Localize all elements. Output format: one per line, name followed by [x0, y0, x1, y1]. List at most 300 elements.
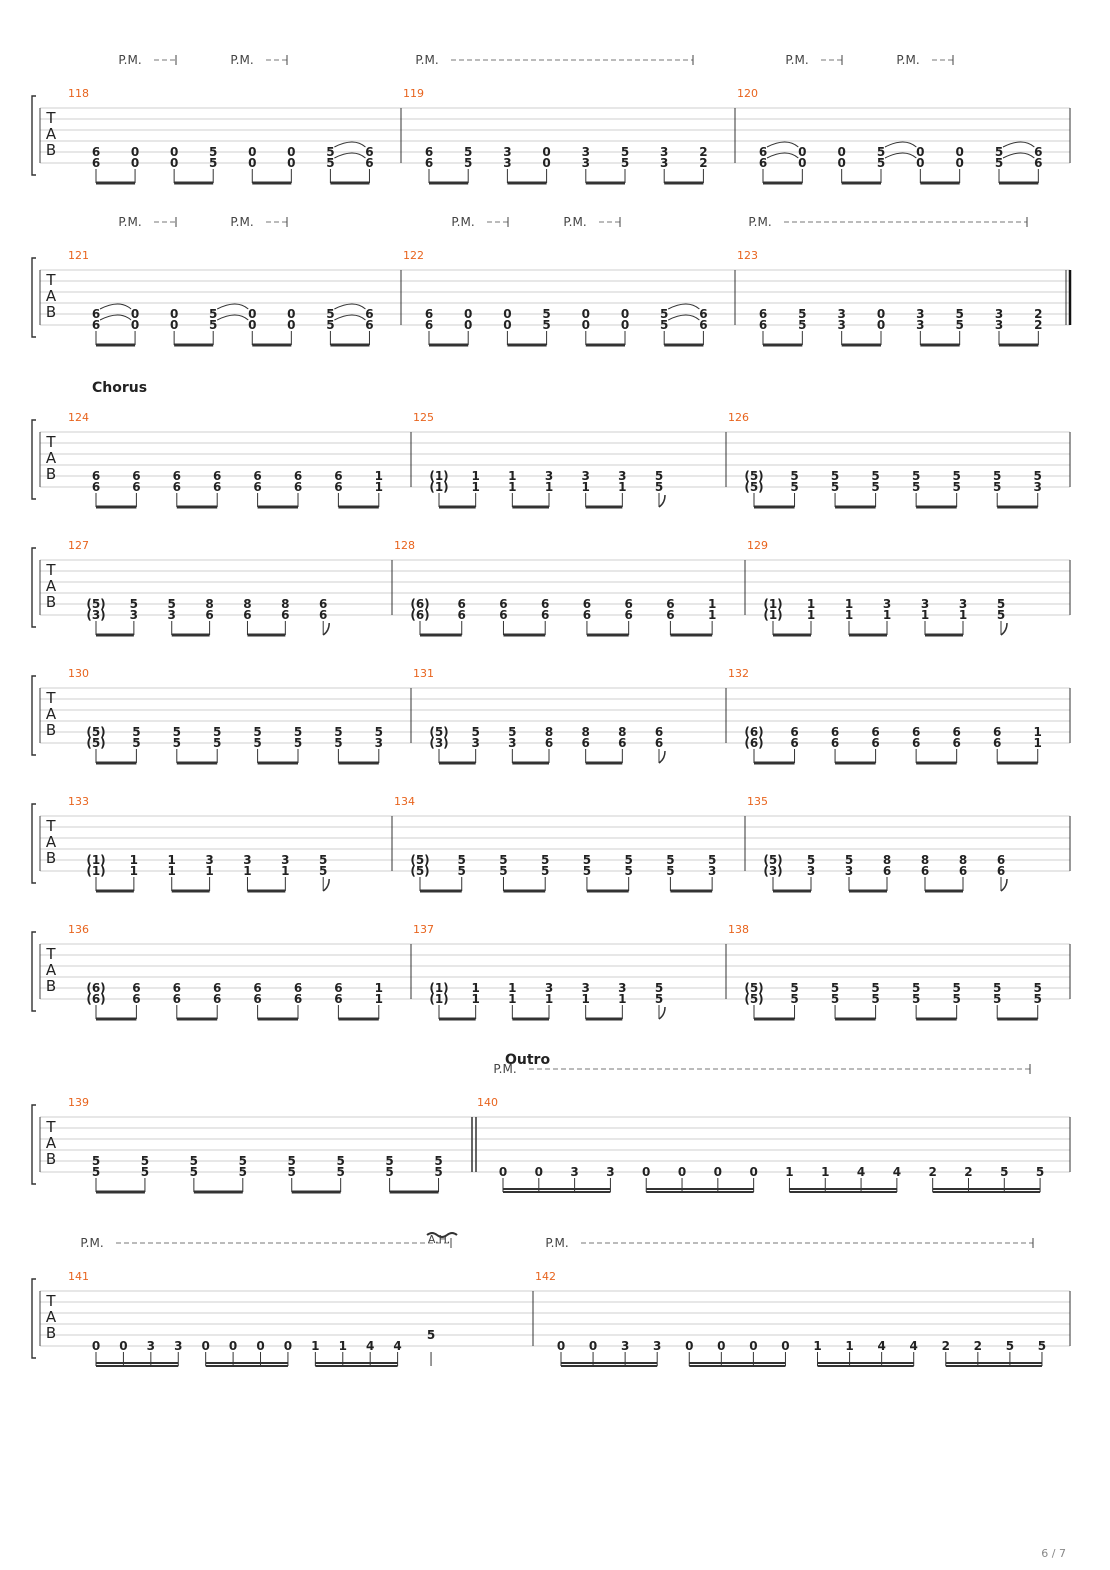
tie-arc [767, 142, 798, 147]
fret-number: 0 [581, 318, 590, 332]
fret-number: 4 [393, 1339, 402, 1353]
fret-number: 5 [172, 725, 181, 739]
fret-number: 5 [253, 725, 262, 739]
fret-number: 6 [253, 992, 262, 1006]
fret-number: 6 [365, 318, 374, 332]
fret-number: 5 [541, 853, 550, 867]
fret-number: 6 [790, 725, 799, 739]
fret-number: 5 [830, 981, 840, 995]
fret-number: (1) [86, 853, 106, 867]
fret-number: 5 [326, 307, 335, 321]
tab-clef-letter: T [46, 689, 56, 707]
fret-number: (3) [429, 736, 449, 750]
fret-number: 3 [243, 853, 252, 867]
fret-number: 0 [542, 145, 551, 159]
fret-number: (5) [763, 853, 783, 867]
tie-arc [334, 153, 365, 158]
system-brace [32, 548, 36, 627]
harmonic-fret: 5 [426, 1328, 436, 1342]
fret-number: (1) [429, 469, 449, 483]
fret-number: 2 [928, 1165, 937, 1179]
fret-number: 6 [993, 736, 1002, 750]
fret-number: 3 [660, 145, 669, 159]
fret-number: 6 [499, 608, 508, 622]
fret-number: 3 [174, 1339, 183, 1353]
measure-number: 134 [394, 795, 415, 808]
palm-mute-label: P.M. [118, 53, 142, 67]
fret-number: 0 [464, 307, 473, 321]
fret-number: 5 [457, 853, 466, 867]
fret-number: 2 [1034, 318, 1043, 332]
fret-number: 0 [581, 307, 590, 321]
fret-number: 3 [837, 307, 846, 321]
fret-number: 1 [806, 597, 816, 611]
tab-clef-letter: B [45, 303, 57, 321]
palm-mute-label: P.M. [748, 215, 772, 229]
fret-number: 6 [365, 145, 374, 159]
tie-arc [1003, 153, 1034, 158]
fret-number: 5 [326, 318, 335, 332]
measure-number: 130 [68, 667, 89, 680]
fret-number: 3 [994, 318, 1004, 332]
fret-number: 3 [618, 469, 627, 483]
fret-number: 6 [699, 318, 708, 332]
fret-number: 5 [993, 469, 1002, 483]
fret-number: 1 [508, 480, 517, 494]
fret-number: 1 [707, 608, 717, 622]
fret-number: (6) [86, 992, 106, 1006]
fret-number: 5 [798, 307, 807, 321]
fret-number: 3 [618, 981, 627, 995]
tab-clef-letter: T [46, 109, 56, 127]
measure-number: 129 [747, 539, 768, 552]
fret-number: 5 [624, 864, 633, 878]
system-brace [32, 1279, 36, 1358]
fret-number: 5 [1033, 469, 1042, 483]
fret-number: 6 [882, 864, 892, 878]
fret-number: 5 [830, 992, 840, 1006]
fret-number: (6) [410, 608, 430, 622]
fret-number: 0 [119, 1339, 128, 1353]
system-brace [32, 932, 36, 1011]
eighth-flag [323, 623, 329, 635]
fret-number: 5 [91, 1154, 101, 1168]
fret-number: 5 [620, 145, 630, 159]
fret-number: 6 [624, 608, 633, 622]
fret-number: 5 [464, 145, 473, 159]
fret-number: 5 [582, 853, 592, 867]
fret-number: 0 [503, 318, 512, 332]
fret-number: 1 [618, 992, 627, 1006]
fret-number: 6 [91, 307, 101, 321]
fret-number: 5 [952, 992, 961, 1006]
fret-number: 1 [471, 992, 480, 1006]
fret-number: 3 [581, 981, 590, 995]
fret-number: 6 [457, 608, 466, 622]
fret-number: 1 [544, 992, 554, 1006]
fret-number: (6) [744, 725, 764, 739]
tie-arc [334, 142, 365, 147]
fret-number: 5 [871, 992, 880, 1006]
fret-number: 3 [581, 156, 590, 170]
fret-number: (1) [763, 608, 783, 622]
fret-number: 0 [798, 145, 807, 159]
fret-number: 0 [677, 1165, 687, 1179]
system-brace [32, 420, 36, 499]
fret-number: 5 [132, 725, 141, 739]
fret-number: 0 [130, 145, 140, 159]
fret-number: 5 [876, 145, 886, 159]
fret-number: (5) [744, 480, 764, 494]
fret-number: 6 [253, 981, 262, 995]
fret-number: 5 [508, 725, 517, 739]
fret-number: 5 [666, 853, 675, 867]
fret-number: 5 [293, 725, 303, 739]
fret-number: 5 [911, 981, 921, 995]
tab-clef-letter: B [45, 465, 57, 483]
measure-number: 141 [68, 1270, 89, 1283]
fret-number: 5 [140, 1154, 150, 1168]
fret-number: 1 [243, 864, 252, 878]
fret-number: 8 [544, 725, 554, 739]
fret-number: 4 [892, 1165, 902, 1179]
fret-number: 0 [248, 156, 257, 170]
fret-number: 3 [916, 318, 925, 332]
measure-number: 139 [68, 1096, 89, 1109]
eighth-flag [1001, 879, 1007, 891]
fret-number: 5 [844, 853, 854, 867]
fret-number: 3 [844, 864, 854, 878]
fret-number: 6 [365, 307, 374, 321]
fret-number: 8 [581, 725, 590, 739]
fret-number: 3 [707, 864, 717, 878]
fret-number: 5 [1035, 1165, 1045, 1179]
fret-number: 8 [882, 853, 892, 867]
fret-number: 3 [374, 736, 383, 750]
palm-mute-label: P.M. [230, 215, 254, 229]
fret-number: 6 [699, 307, 708, 321]
tie-arc [1003, 142, 1034, 147]
fret-number: 0 [749, 1165, 758, 1179]
fret-number: 0 [228, 1339, 238, 1353]
fret-number: 6 [1034, 156, 1043, 170]
fret-number: 5 [654, 981, 664, 995]
fret-number: 6 [213, 469, 222, 483]
measure-number: 138 [728, 923, 749, 936]
fret-number: 0 [749, 1339, 758, 1353]
fret-number: 1 [471, 469, 480, 483]
measure-number: 120 [737, 87, 758, 100]
fret-number: 1 [1033, 736, 1042, 750]
fret-number: 5 [1000, 1165, 1009, 1179]
fret-number: 5 [319, 864, 328, 878]
fret-number: 6 [582, 608, 592, 622]
fret-number: 5 [326, 156, 335, 170]
fret-number: 0 [256, 1339, 265, 1353]
fret-number: (5) [86, 725, 106, 739]
fret-number: 4 [856, 1165, 866, 1179]
fret-number: 1 [707, 597, 717, 611]
fret-number: 6 [334, 992, 343, 1006]
fret-number: 0 [798, 156, 807, 170]
tab-clef-letter: B [45, 849, 57, 867]
fret-number: (6) [744, 736, 764, 750]
tab-clef-letter: A [45, 961, 57, 979]
measure-number: 119 [403, 87, 424, 100]
fret-number: (5) [86, 597, 106, 611]
fret-number: 0 [287, 156, 296, 170]
fret-number: 5 [911, 480, 921, 494]
fret-number: 2 [699, 156, 708, 170]
fret-number: 6 [952, 736, 961, 750]
tab-clef-letter: B [45, 977, 57, 995]
fret-number: (5) [429, 725, 449, 739]
fret-number: 6 [213, 992, 222, 1006]
fret-number: 1 [581, 480, 590, 494]
fret-number: 3 [882, 597, 892, 611]
fret-number: 5 [209, 145, 218, 159]
fret-number: 5 [624, 853, 633, 867]
fret-number: 3 [994, 307, 1004, 321]
system-brace [32, 96, 36, 175]
fret-number: 6 [424, 156, 434, 170]
palm-mute-label: P.M. [563, 215, 587, 229]
fret-number: (1) [429, 480, 449, 494]
tab-clef-letter: T [46, 561, 56, 579]
tie-arc [100, 315, 131, 320]
fret-number: 5 [541, 864, 550, 878]
system-brace [32, 676, 36, 755]
measure-number: 121 [68, 249, 89, 262]
measure-number: 127 [68, 539, 89, 552]
fret-number: 1 [785, 1165, 794, 1179]
fret-number: 6 [541, 608, 550, 622]
fret-number: 6 [666, 597, 675, 611]
fret-number: 1 [806, 608, 816, 622]
tie-arc [885, 142, 916, 147]
palm-mute-label: P.M. [230, 53, 254, 67]
tie-arc [334, 304, 365, 309]
fret-number: 6 [758, 318, 768, 332]
fret-number: 3 [205, 853, 214, 867]
tab-clef-letter: T [46, 817, 56, 835]
fret-number: 6 [830, 725, 840, 739]
fret-number: 1 [129, 853, 139, 867]
fret-number: 6 [624, 597, 633, 611]
fret-number: 6 [544, 736, 554, 750]
fret-number: 5 [798, 318, 807, 332]
fret-number: 8 [618, 725, 627, 739]
fret-number: 5 [189, 1165, 199, 1179]
fret-number: 2 [964, 1165, 973, 1179]
fret-number: 5 [993, 992, 1002, 1006]
fret-number: 0 [169, 318, 179, 332]
fret-number: 6 [91, 469, 101, 483]
fret-number: 6 [654, 725, 664, 739]
fret-number: 5 [334, 725, 343, 739]
fret-number: 0 [717, 1339, 726, 1353]
fret-number: 3 [471, 736, 480, 750]
fret-number: 5 [140, 1165, 150, 1179]
tab-clef-letter: A [45, 833, 57, 851]
fret-number: 5 [582, 864, 592, 878]
fret-number: 5 [499, 853, 508, 867]
fret-number: 6 [871, 725, 880, 739]
fret-number: (5) [86, 736, 106, 750]
fret-number: 6 [996, 864, 1006, 878]
fret-number: 4 [366, 1339, 375, 1353]
tab-clef-letter: B [45, 593, 57, 611]
tab-clef-letter: B [45, 1150, 57, 1168]
fret-number: 0 [503, 307, 512, 321]
fret-number: (1) [429, 981, 449, 995]
fret-number: 6 [790, 736, 799, 750]
palm-mute-label: P.M. [415, 53, 439, 67]
fret-number: 6 [253, 480, 262, 494]
fret-number: 5 [238, 1154, 247, 1168]
fret-number: 3 [129, 608, 139, 622]
fret-number: 5 [238, 1165, 247, 1179]
fret-number: (1) [429, 992, 449, 1006]
fret-number: 1 [167, 853, 176, 867]
tab-clef-letter: B [45, 141, 57, 159]
fret-number: 1 [281, 864, 290, 878]
fret-number: 0 [534, 1165, 543, 1179]
palm-mute-label: P.M. [896, 53, 920, 67]
tab-clef-letter: A [45, 705, 57, 723]
measure-number: 142 [535, 1270, 556, 1283]
tab-clef-letter: T [46, 433, 56, 451]
fret-number: 5 [129, 597, 139, 611]
fret-number: 6 [132, 480, 141, 494]
fret-number: 6 [952, 725, 961, 739]
fret-number: 3 [503, 156, 512, 170]
fret-number: 6 [132, 981, 141, 995]
fret-number: 0 [130, 318, 140, 332]
fret-number: 6 [654, 736, 664, 750]
fret-number: 5 [1033, 992, 1042, 1006]
fret-number: 6 [424, 318, 434, 332]
fret-number: 3 [916, 307, 925, 321]
fret-number: 5 [253, 736, 262, 750]
fret-number: 5 [660, 318, 669, 332]
fret-number: 1 [845, 1339, 854, 1353]
measure-number: 136 [68, 923, 89, 936]
fret-number: 6 [281, 608, 290, 622]
fret-number: 6 [424, 307, 434, 321]
fret-number: 6 [457, 597, 466, 611]
fret-number: 6 [91, 145, 101, 159]
fret-number: 3 [503, 145, 512, 159]
fret-number: 0 [169, 156, 179, 170]
fret-number: 5 [660, 307, 669, 321]
fret-number: 6 [253, 469, 262, 483]
fret-number: 5 [542, 318, 551, 332]
fret-number: 5 [542, 307, 551, 321]
fret-number: 0 [169, 307, 179, 321]
eighth-flag [323, 879, 329, 891]
fret-number: 1 [821, 1165, 830, 1179]
fret-number: 6 [91, 156, 101, 170]
measure-number: 124 [68, 411, 89, 424]
fret-number: 0 [837, 156, 846, 170]
section-label: Outro [505, 1052, 551, 1068]
tie-arc [885, 153, 916, 158]
fret-number: 6 [1034, 145, 1043, 159]
fret-number: 6 [758, 156, 768, 170]
fret-number: 5 [326, 145, 335, 159]
fret-number: 6 [996, 853, 1006, 867]
fret-number: 0 [955, 145, 964, 159]
fret-number: 0 [955, 156, 964, 170]
fret-number: (6) [86, 981, 106, 995]
fret-number: (5) [744, 469, 764, 483]
fret-number: (3) [763, 864, 783, 878]
fret-number: 5 [876, 156, 886, 170]
fret-number: 6 [213, 480, 222, 494]
fret-number: 3 [146, 1339, 156, 1353]
tab-clef-letter: T [46, 271, 56, 289]
tie-arc [100, 304, 131, 309]
tie-arc [334, 315, 365, 320]
fret-number: 6 [582, 597, 592, 611]
fret-number: (5) [744, 981, 764, 995]
fret-number: 0 [248, 307, 257, 321]
fret-number: 5 [374, 725, 383, 739]
fret-number: 5 [955, 307, 964, 321]
fret-number: 1 [205, 864, 214, 878]
measure-number: 133 [68, 795, 89, 808]
section-label: Chorus [92, 380, 148, 396]
fret-number: 3 [837, 318, 846, 332]
fret-number: 5 [790, 981, 799, 995]
fret-number: 5 [830, 469, 840, 483]
fret-number: 3 [544, 469, 554, 483]
measure-number: 140 [477, 1096, 498, 1109]
fret-number: 5 [91, 1165, 101, 1179]
fret-number: 4 [877, 1339, 886, 1353]
eighth-flag [659, 495, 665, 507]
fret-number: 0 [91, 1339, 101, 1353]
fret-number: 3 [1033, 480, 1042, 494]
fret-number: 5 [654, 469, 664, 483]
fret-number: 0 [876, 307, 886, 321]
fret-number: 5 [654, 480, 664, 494]
fret-number: 5 [994, 156, 1004, 170]
fret-number: 6 [541, 597, 550, 611]
fret-number: 5 [1005, 1339, 1015, 1353]
fret-number: 5 [955, 318, 964, 332]
fret-number: 6 [293, 981, 303, 995]
fret-number: 5 [293, 736, 303, 750]
fret-number: 6 [172, 992, 181, 1006]
fret-number: 6 [871, 736, 880, 750]
fret-number: 5 [209, 156, 218, 170]
fret-number: 8 [920, 853, 930, 867]
fret-number: 5 [806, 853, 816, 867]
fret-number: 6 [911, 736, 921, 750]
fret-number: 1 [129, 864, 139, 878]
fret-number: 1 [471, 480, 480, 494]
fret-number: 5 [871, 480, 880, 494]
fret-number: 0 [685, 1339, 694, 1353]
fret-number: 3 [570, 1165, 579, 1179]
tie-arc [217, 315, 248, 320]
fret-number: 1 [844, 597, 854, 611]
measure-number: 137 [413, 923, 434, 936]
fret-number: 5 [996, 608, 1006, 622]
fret-number: 5 [654, 992, 664, 1006]
